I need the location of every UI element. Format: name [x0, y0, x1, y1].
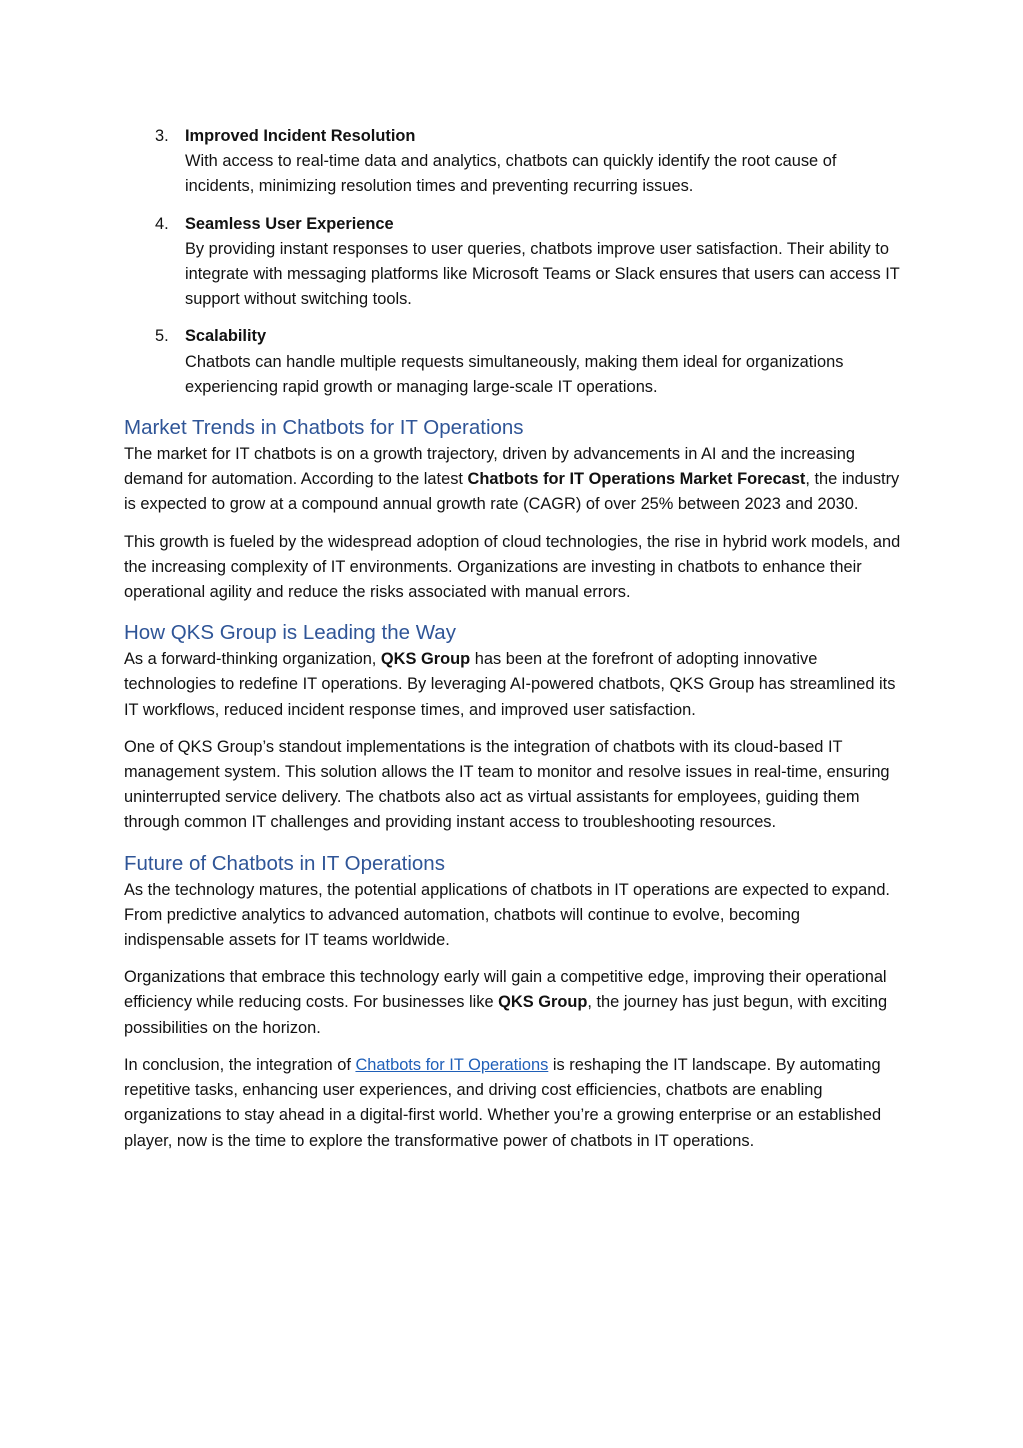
list-item-title: Seamless User Experience — [185, 214, 394, 233]
text-run: , the industry is expected to grow at a compound annual growth rate (CAGR) of over 25% between 2023 and 2030. — [124, 470, 900, 514]
list-item-text: Chatbots can handle multiple requests simultaneously, making them ideal for organizations experiencing rapid growth or managing large-scale IT operations. — [185, 352, 844, 396]
conclusion-paragraph — [124, 1053, 902, 1154]
future-section — [124, 848, 902, 1154]
bold-text: QKS Group — [498, 993, 588, 1012]
future-heading: Future of Chatbots in IT Operations — [124, 851, 445, 875]
text-run: As a forward-thinking organization, — [124, 650, 381, 669]
market-trends-heading: Market Trends in Chatbots for IT Operations — [124, 416, 524, 440]
text-run: , the journey has just begun, with exciting possibilities on the horizon. — [124, 993, 888, 1037]
chatbots-it-operations-link[interactable]: Chatbots for IT Operations — [355, 1055, 549, 1074]
text-run: is reshaping the IT landscape. By automating repetitive tasks, enhancing user experiences, and driving cost efficiencies, chatbots are enabling organizations to stay ahead in a digital-first world. Whether you’re a growing enterprise or an established player, now is the time to explore the transformative power of chatbots in IT operations. — [124, 1055, 882, 1150]
qks-paragraph-2: One of QKS Group’s standout implementations is the integration of chatbots with its cloud-based IT management system. This solution allows the IT team to monitor and resolve issues in real-time, ensuring uninterrupted service delivery. The chatbots also act as virtual assistants for employees, guiding them through common IT challenges and providing instant access to troubleshooting resources. — [124, 737, 890, 832]
list-item-number: 4. — [155, 214, 169, 233]
text-run: The market for IT chatbots is on a growth trajectory, driven by advancements in AI and the increasing demand for automation. According to the latest — [124, 445, 855, 489]
qks-paragraph-1 — [124, 647, 902, 723]
text-run: In conclusion, the integration of — [124, 1055, 356, 1074]
market-trends-paragraph-1 — [124, 442, 902, 518]
market-trends-paragraph-2: This growth is fueled by the widespread adoption of cloud technologies, the rise in hybrid work models, and the increasing complexity of IT environments. Organizations are investing in chatbots to enhance their operational agility and reduce the risks associated with manual errors. — [124, 532, 901, 602]
list-item — [124, 324, 902, 400]
qks-heading: How QKS Group is Leading the Way — [124, 621, 456, 645]
text-run: Organizations that embrace this technology early will gain a competitive edge, improving their operational efficiency while reducing costs. For businesses like — [124, 968, 887, 1012]
market-trends-section — [124, 412, 902, 605]
future-paragraph-2 — [124, 965, 902, 1041]
future-paragraph-1: As the technology matures, the potential applications of chatbots in IT operations are expected to expand. From predictive analytics to advanced automation, chatbots will continue to evolve, becoming indispensable assets for IT teams worldwide. — [124, 880, 890, 950]
benefits-list — [124, 124, 902, 400]
bold-text: Chatbots for IT Operations Market Forecast — [467, 470, 806, 489]
text-run: has been at the forefront of adopting innovative technologies to redefine IT operations. By leveraging AI-powered chatbots, QKS Group has streamlined its IT workflows, reduced incident response times, and improved user satisfaction. — [124, 650, 896, 719]
list-item-title: Improved Incident Resolution — [185, 127, 416, 145]
qks-section — [124, 617, 902, 835]
list-item — [124, 124, 902, 200]
list-item — [124, 212, 902, 313]
bold-text: QKS Group — [380, 650, 471, 669]
list-item-title: Scalability — [185, 327, 267, 346]
list-item-number: 5. — [155, 327, 169, 346]
list-item-text: By providing instant responses to user queries, chatbots improve user satisfaction. Their ability to integrate with messaging platforms like Microsoft Teams or Slack ensures that users can access IT support without switching tools. — [185, 239, 900, 309]
document-page — [124, 124, 902, 1166]
list-item-text: With access to real-time data and analytics, chatbots can quickly identify the root cause of incidents, minimizing resolution times and preventing recurring issues. — [185, 152, 837, 196]
list-item-number: 3. — [155, 127, 169, 145]
